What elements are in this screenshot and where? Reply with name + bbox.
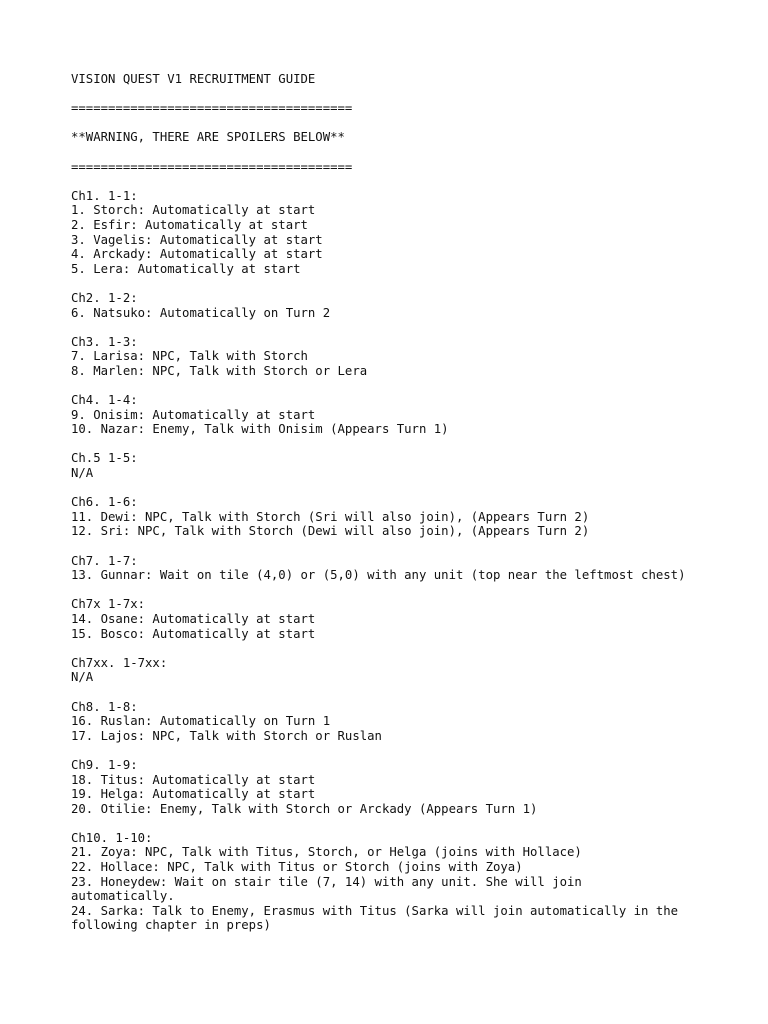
chapter-block xyxy=(71,554,761,598)
chapter-heading: Ch9. 1-9: xyxy=(71,757,138,772)
chapter-block xyxy=(71,656,761,700)
document-page xyxy=(71,72,761,933)
recruit-entry: 3. Vagelis: Automatically at start xyxy=(71,232,323,247)
recruit-entry: 5. Lera: Automatically at start xyxy=(71,261,301,276)
chapter-heading: Ch7xx. 1-7xx: xyxy=(71,655,168,670)
chapter-block xyxy=(71,495,761,553)
chapter-heading: Ch7. 1-7: xyxy=(71,553,138,568)
recruit-entry: 7. Larisa: NPC, Talk with Storch xyxy=(71,349,308,364)
chapter-heading: Ch8. 1-8: xyxy=(71,699,138,714)
chapter-block xyxy=(71,831,761,933)
recruit-entry: N/A xyxy=(71,466,94,481)
chapter-heading: Ch4. 1-4: xyxy=(71,393,138,408)
chapter-block xyxy=(71,335,761,393)
recruit-entry: 22. Hollace: NPC, Talk with Titus or Storch (joins with Zoya) xyxy=(71,860,523,875)
recruit-entry: 1. Storch: Automatically at start xyxy=(71,203,316,218)
chapter-block xyxy=(71,758,761,831)
recruit-entry: 14. Osane: Automatically at start xyxy=(71,611,316,626)
chapter-block xyxy=(71,189,761,291)
chapter-heading: Ch.5 1-5: xyxy=(71,451,138,466)
chapter-block xyxy=(71,393,761,451)
chapter-heading: Ch1. 1-1: xyxy=(71,188,138,203)
document-title: VISION QUEST V1 RECRUITMENT GUIDE xyxy=(71,72,316,86)
recruit-entry: 13. Gunnar: Wait on tile (4,0) or (5,0) with any unit (top near the leftmost chest) xyxy=(71,568,686,583)
recruit-entry: 11. Dewi: NPC, Talk with Storch (Sri will also join), (Appears Turn 2) xyxy=(71,509,590,524)
recruit-entry: 16. Ruslan: Automatically on Turn 1 xyxy=(71,714,331,729)
chapter-heading: Ch10. 1-10: xyxy=(71,830,153,845)
recruit-entry: 19. Helga: Automatically at start xyxy=(71,787,316,802)
chapter-block xyxy=(71,451,761,495)
spoiler-warning: **WARNING, THERE ARE SPOILERS BELOW** xyxy=(71,130,345,145)
recruit-entry: 15. Bosco: Automatically at start xyxy=(71,626,316,641)
recruit-entry: 12. Sri: NPC, Talk with Storch (Dewi will also join), (Appears Turn 2) xyxy=(71,524,590,539)
divider-bottom: ====================================== xyxy=(71,159,353,174)
chapter-heading: Ch2. 1-2: xyxy=(71,290,138,305)
recruit-entry: 4. Arckady: Automatically at start xyxy=(71,247,323,262)
chapter-block xyxy=(71,597,761,655)
chapter-heading: Ch6. 1-6: xyxy=(71,495,138,510)
recruit-entry: 18. Titus: Automatically at start xyxy=(71,772,316,787)
recruit-entry: 10. Nazar: Enemy, Talk with Onisim (Appears Turn 1) xyxy=(71,422,449,437)
recruit-entry: 21. Zoya: NPC, Talk with Titus, Storch, or Helga (joins with Hollace) xyxy=(71,845,582,860)
recruit-entry: 6. Natsuko: Automatically on Turn 2 xyxy=(71,305,331,320)
chapter-list xyxy=(71,189,761,933)
chapter-block xyxy=(71,291,761,335)
chapter-heading: Ch7x 1-7x: xyxy=(71,597,146,612)
recruit-entry: 23. Honeydew: Wait on stair tile (7, 14) with any unit. She will join automatically. xyxy=(71,874,582,904)
recruit-entry: 17. Lajos: NPC, Talk with Storch or Ruslan xyxy=(71,728,382,743)
chapter-heading: Ch3. 1-3: xyxy=(71,334,138,349)
recruit-entry: 20. Otilie: Enemy, Talk with Storch or Arckady (Appears Turn 1) xyxy=(71,801,538,816)
divider-top: ====================================== xyxy=(71,101,353,116)
recruit-entry: 2. Esfir: Automatically at start xyxy=(71,217,308,232)
recruit-entry: 24. Sarka: Talk to Enemy, Erasmus with Titus (Sarka will join automatically in the following chapter in preps) xyxy=(71,903,679,933)
recruit-entry: 8. Marlen: NPC, Talk with Storch or Lera xyxy=(71,363,368,378)
recruit-entry: N/A xyxy=(71,670,94,685)
chapter-block xyxy=(71,700,761,758)
recruit-entry: 9. Onisim: Automatically at start xyxy=(71,407,316,422)
